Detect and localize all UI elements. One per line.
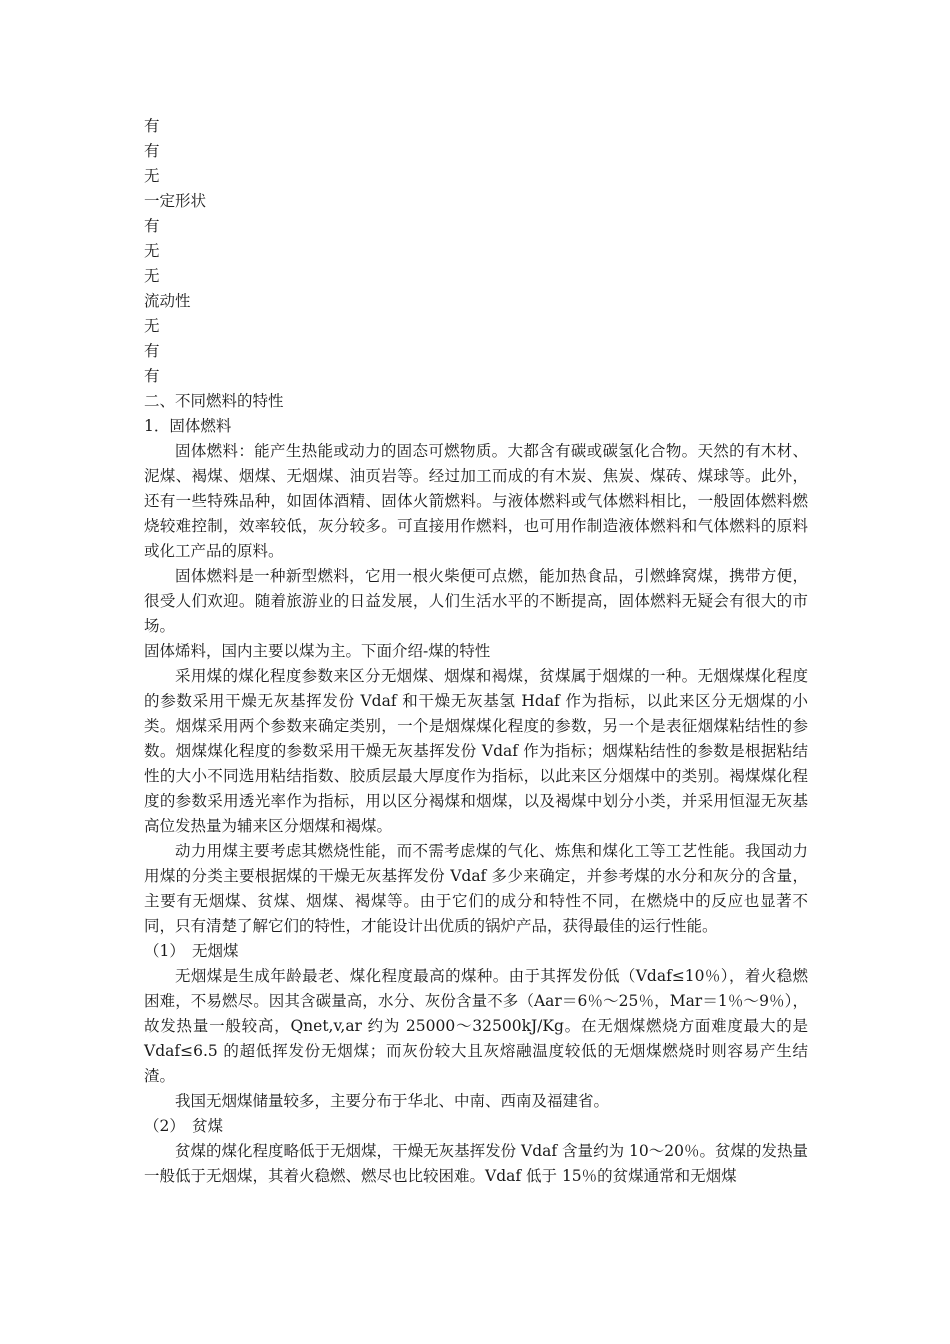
- list-item: 流动性: [144, 292, 191, 310]
- subheading-label: 无烟煤: [192, 942, 239, 960]
- paragraph-solid-fuel-definition: 固体燃料：能产生热能或动力的固态可燃物质。大都含有碳或碳氢化合物。天然的有木材、泥煤、褐煤、烟煤、无烟煤、油页岩等。经过加工而成的有木炭、焦炭、煤砖、煤球等。此外，还有一些特殊品种，如固体酒精、固体火箭燃料。与液体燃料或气体燃料相比，一般固体燃料燃烧较难控制，效率较低，灰分较多。可直接用作燃料，也可用作制造液体燃料和气体燃料的原料或化工产品的原料。: [144, 442, 808, 560]
- list-item: 一定形状: [144, 192, 207, 210]
- section-title: 二、不同燃料的特性: [144, 392, 284, 410]
- paragraph-coal-intro: 固体烯料，国内主要以煤为主。下面介绍-煤的特性: [144, 642, 491, 660]
- subheading-number: （1）: [144, 942, 185, 960]
- list-item: 无: [144, 242, 160, 260]
- list-item: 有: [144, 117, 160, 135]
- list-item: 有: [144, 367, 160, 385]
- subheading-anthracite: [144, 939, 808, 964]
- list-item: 无: [144, 317, 160, 335]
- subheading-label: 贫煤: [192, 1117, 224, 1135]
- paragraph-anthracite: 无烟煤是生成年龄最老、煤化程度最高的煤种。由于其挥发份低（Vdaf≤10％），着火稳燃困难，不易燃尽。因其含碳量高，水分、灰份含量不多（Aar＝6％～25％，Mar＝1％～9％），故发热量一般较高，Qnet,v,ar 约为 25000～32500kJ/Kg。在无烟煤燃烧方面难度最大的是 Vdaf≤6.5 的超低挥发份无烟煤；而灰份较大且灰熔融温度较低的无烟煤燃烧时则容易产生结渣。: [144, 967, 808, 1085]
- paragraph-anthracite-reserves: 我国无烟煤储量较多，主要分布于华北、中南、西南及福建省。: [175, 1092, 610, 1110]
- paragraph-power-coal: 动力用煤主要考虑其燃烧性能，而不需考虑煤的气化、炼焦和煤化工等工艺性能。我国动力用煤的分类主要根据煤的干燥无灰基挥发份 Vdaf 多少来确定，并参考煤的水分和灰分的含量，主要有无烟煤、贫煤、烟煤、褐煤等。由于它们的成分和特性不同，在燃烧中的反应也显著不同，只有清楚了解它们的特性，才能设计出优质的锅炉产品，获得最佳的运行性能。: [144, 842, 808, 935]
- document-body: [144, 114, 808, 1189]
- list-item: 无: [144, 167, 160, 185]
- list-item: 有: [144, 342, 160, 360]
- subheading-number: （2）: [144, 1117, 185, 1135]
- list-item: 无: [144, 267, 160, 285]
- list-item: 有: [144, 142, 160, 160]
- subheading-lean-coal: [144, 1114, 808, 1139]
- paragraph-lean-coal: 贫煤的煤化程度略低于无烟煤，干燥无灰基挥发份 Vdaf 含量约为 10～20％。贫煤的发热量一般低于无烟煤，其着火稳燃、燃尽也比较困难。Vdaf 低于 15％的贫煤通常和无烟煤: [144, 1142, 808, 1185]
- paragraph-solid-fuel-new: 固体燃料是一种新型燃料，它用一根火柴便可点燃，能加热食品，引燃蜂窝煤，携带方便，很受人们欢迎。随着旅游业的日益发展，人们生活水平的不断提高，固体燃料无疑会有很大的市场。: [144, 567, 808, 635]
- paragraph-coal-classification: 采用煤的煤化程度参数来区分无烟煤、烟煤和褐煤，贫煤属于烟煤的一种。无烟煤煤化程度的参数采用干燥无灰基挥发份 Vdaf 和干燥无灰基氢 Hdaf 作为指标，以此来区分无烟煤的小类。烟煤采用两个参数来确定类别，一个是烟煤煤化程度的参数，另一个是表征烟煤粘结性的参数。烟煤煤化程度的参数采用干燥无灰基挥发份 Vdaf 作为指标；烟煤粘结性的参数是根据粘结性的大小不同选用粘结指数、胶质层最大厚度作为指标，以此来区分烟煤中的类别。褐煤煤化程度的参数采用透光率作为指标，用以区分褐煤和烟煤，以及褐煤中划分小类，并采用恒湿无灰基高位发热量为辅来区分烟煤和褐煤。: [144, 667, 808, 835]
- list-item: 有: [144, 217, 160, 235]
- subsection-title: 1．固体燃料: [144, 417, 232, 435]
